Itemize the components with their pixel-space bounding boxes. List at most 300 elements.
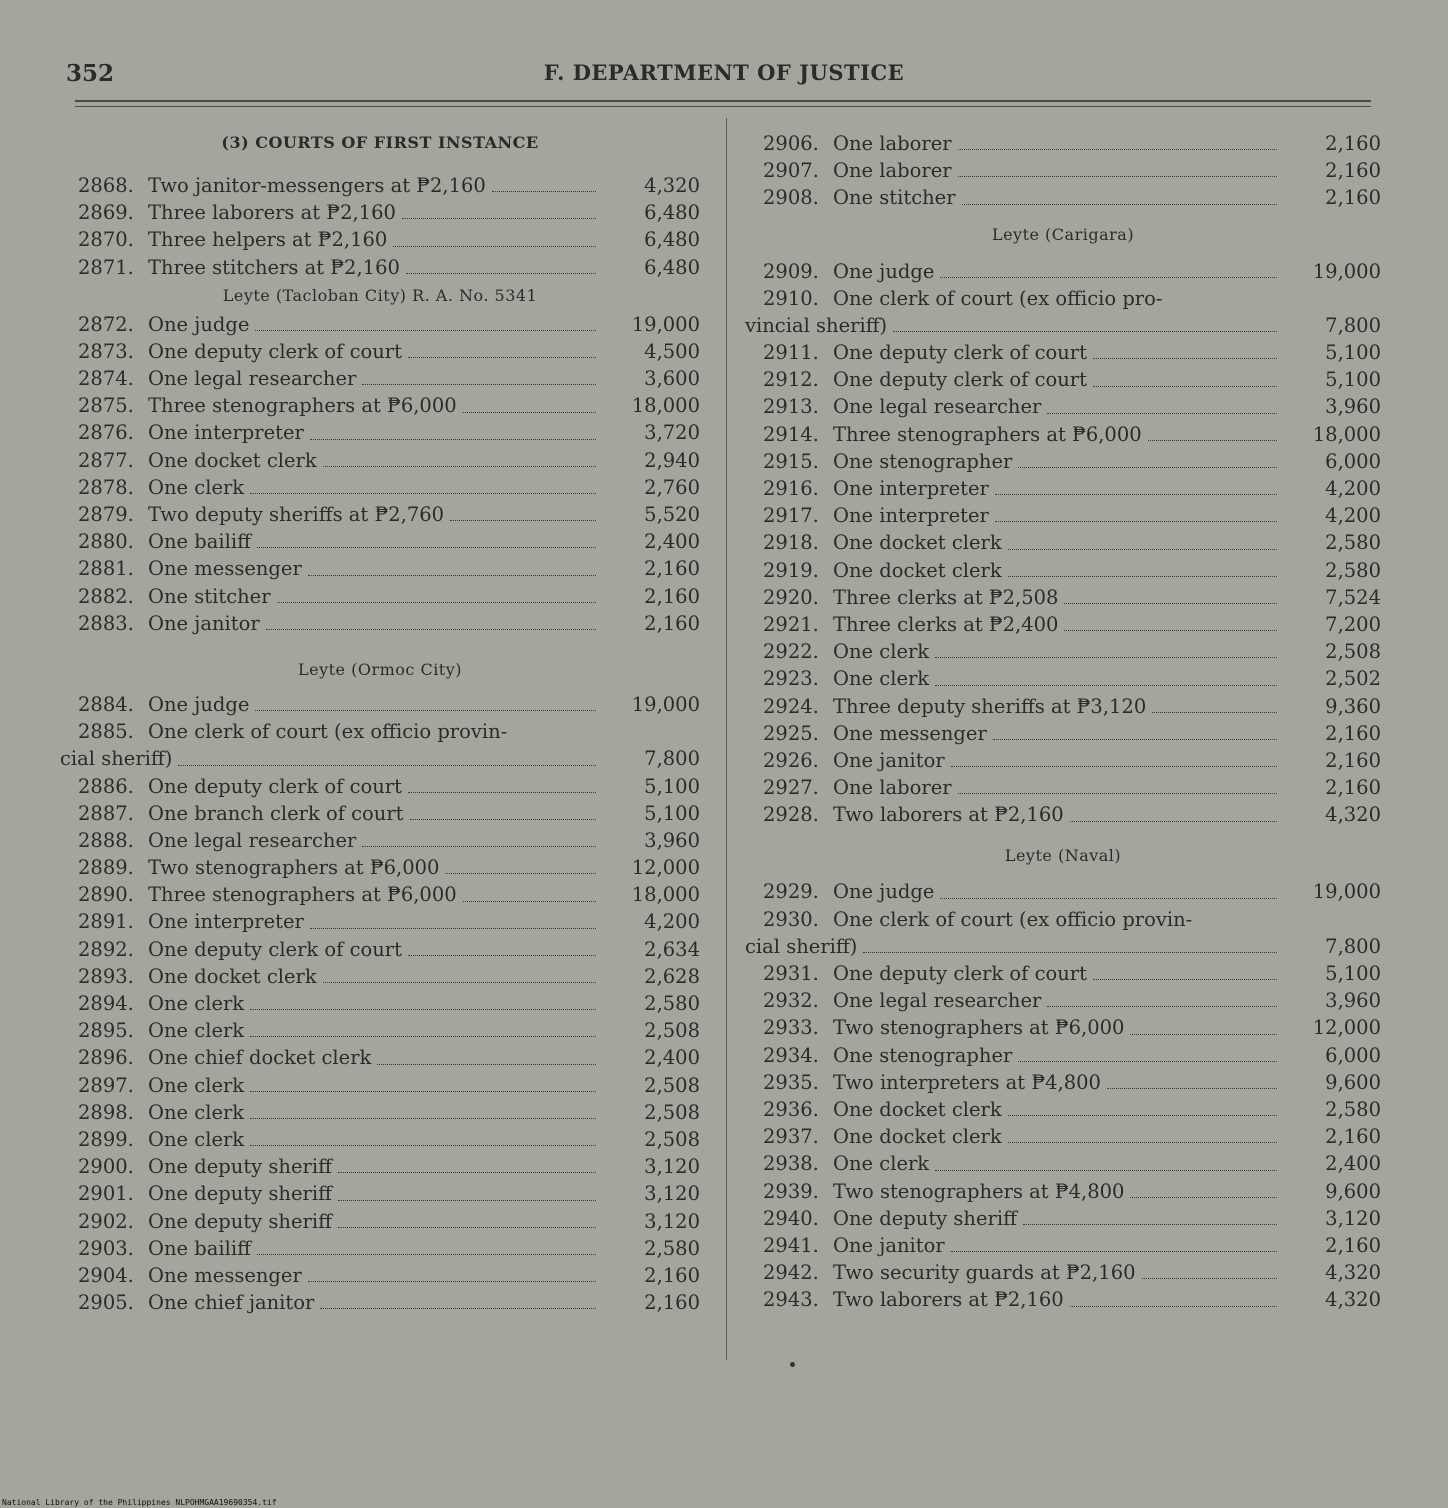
entry-amount: 2,580 — [1325, 1097, 1381, 1121]
dot-leader — [492, 191, 596, 192]
entry-amount: 6,480 — [644, 201, 700, 225]
entry-line — [745, 448, 1381, 475]
budget-entry — [60, 1289, 700, 1316]
entry-number: 2920. — [763, 585, 819, 609]
entry-line — [60, 226, 700, 253]
budget-entry — [745, 960, 1381, 987]
entry-title: One clerk — [148, 992, 245, 1016]
dot-leader — [308, 575, 596, 576]
entry-number: 2889. — [78, 856, 134, 880]
budget-entry — [60, 990, 700, 1017]
dot-leader — [408, 357, 596, 358]
entry-number: 2912. — [763, 368, 819, 392]
budget-entry — [745, 529, 1381, 556]
entry-number: 2922. — [763, 640, 819, 664]
entry-amount: 2,160 — [644, 1291, 700, 1315]
entry-amount: 2,508 — [644, 1019, 700, 1043]
dot-leader — [863, 952, 1277, 953]
entry-title: One deputy sheriff — [833, 1206, 1017, 1230]
dot-leader — [1008, 576, 1277, 577]
budget-entry — [745, 665, 1381, 692]
entry-line — [60, 1044, 700, 1071]
budget-entry — [60, 254, 700, 281]
entry-amount: 19,000 — [631, 692, 700, 716]
entry-continuation-line — [60, 745, 700, 772]
budget-entry — [745, 1123, 1381, 1150]
budget-entry — [60, 172, 700, 199]
entry-title: One clerk — [148, 1073, 245, 1097]
dot-leader — [893, 331, 1277, 332]
budget-entry — [745, 1178, 1381, 1205]
entry-line — [745, 366, 1381, 393]
dot-leader — [310, 439, 596, 440]
budget-entry — [60, 1235, 700, 1262]
dot-leader — [1047, 413, 1277, 414]
entry-amount: 2,160 — [1325, 748, 1381, 772]
budget-entry — [60, 311, 700, 338]
entry-amount: 18,000 — [631, 883, 700, 907]
entry-title: One deputy clerk of court — [148, 774, 402, 798]
entry-title: One clerk — [833, 1152, 930, 1176]
entry-number: 2896. — [78, 1046, 134, 1070]
dot-leader — [408, 955, 596, 956]
entry-number: 2932. — [763, 989, 819, 1013]
entry-continuation-line — [745, 312, 1381, 339]
entry-number: 2884. — [78, 692, 134, 716]
entry-number: 2886. — [78, 774, 134, 798]
entry-title: One judge — [833, 880, 935, 904]
entry-number: 2910. — [763, 286, 819, 310]
entry-amount: 2,580 — [1325, 531, 1381, 555]
entry-number: 2935. — [763, 1070, 819, 1094]
entry-title: Two stenographers at ₱6,000 — [148, 856, 440, 880]
entry-title: One docket clerk — [148, 448, 317, 472]
entry-title: One stitcher — [148, 584, 271, 608]
entry-amount: 2,634 — [644, 937, 700, 961]
entry-number: 2876. — [78, 421, 134, 445]
budget-entry — [60, 501, 700, 528]
entry-line — [745, 421, 1381, 448]
entry-title: One chief janitor — [148, 1291, 315, 1315]
entry-number: 2899. — [78, 1127, 134, 1151]
budget-entry — [60, 881, 700, 908]
entry-title: One deputy clerk of court — [833, 341, 1087, 365]
entry-amount: 2,160 — [644, 1263, 700, 1287]
entry-title: One interpreter — [833, 477, 989, 501]
entry-title: Three stitchers at ₱2,160 — [148, 255, 400, 279]
entry-title: Two deputy sheriffs at ₱2,760 — [148, 503, 445, 527]
dot-leader — [250, 1036, 596, 1037]
entry-amount: 2,580 — [644, 1236, 700, 1260]
entry-title: One deputy sheriff — [148, 1182, 332, 1206]
dot-leader — [1047, 1006, 1277, 1007]
entry-amount: 2,508 — [644, 1100, 700, 1124]
entry-number: 2918. — [763, 531, 819, 555]
entry-line — [745, 693, 1381, 720]
entry-title: One docket clerk — [833, 531, 1002, 555]
entry-title: Two laborers at ₱2,160 — [833, 803, 1064, 827]
group-heading: Leyte (Naval) — [1004, 845, 1122, 865]
entry-number: 2941. — [763, 1233, 819, 1257]
budget-entry — [745, 184, 1381, 211]
entry-amount: 3,720 — [644, 421, 700, 445]
dot-leader — [993, 739, 1277, 740]
entry-amount: 3,600 — [644, 367, 700, 391]
entry-number: 2936. — [763, 1097, 819, 1121]
entry-line — [60, 420, 700, 447]
entry-title: One janitor — [148, 611, 260, 635]
dot-leader — [935, 1170, 1277, 1171]
entry-title: Two stenographers at ₱6,000 — [833, 1016, 1125, 1040]
entry-amount: 6,000 — [1325, 1043, 1381, 1067]
entry-line — [745, 1259, 1381, 1286]
entry-line — [745, 184, 1381, 211]
entry-number: 2903. — [78, 1236, 134, 1260]
entry-line — [745, 529, 1381, 556]
entry-number: 2925. — [763, 721, 819, 745]
entry-line — [745, 1178, 1381, 1205]
entry-line — [60, 254, 700, 281]
entry-line — [745, 1232, 1381, 1259]
entry-number: 2930. — [763, 907, 819, 931]
entry-number: 2914. — [763, 422, 819, 446]
dot-leader — [250, 1091, 596, 1092]
dot-leader — [310, 928, 596, 929]
dot-leader — [958, 176, 1277, 177]
entry-number: 2874. — [78, 367, 134, 391]
entry-title: One interpreter — [148, 910, 304, 934]
entry-line — [745, 130, 1381, 157]
entry-title: One clerk of court (ex officio pro- — [833, 286, 1163, 310]
entry-number: 2900. — [78, 1155, 134, 1179]
entry-amount: 2,508 — [644, 1073, 700, 1097]
entry-amount: 18,000 — [1312, 422, 1381, 446]
budget-entry — [60, 555, 700, 582]
entry-line — [60, 1235, 700, 1262]
entry-line — [60, 881, 700, 908]
entry-line — [60, 1099, 700, 1126]
entry-line — [745, 747, 1381, 774]
entry-number: 2871. — [78, 255, 134, 279]
entry-number: 2897. — [78, 1073, 134, 1097]
entry-title: One legal researcher — [833, 989, 1042, 1013]
entry-line — [60, 990, 700, 1017]
entry-line — [745, 638, 1381, 665]
entry-line — [745, 1286, 1381, 1313]
entry-amount: 3,960 — [1325, 395, 1381, 419]
entry-line — [745, 1096, 1381, 1123]
entry-number: 2934. — [763, 1043, 819, 1067]
entry-amount: 2,508 — [1325, 640, 1381, 664]
entry-title: Three deputy sheriffs at ₱3,120 — [833, 694, 1147, 718]
dot-leader — [1152, 712, 1277, 713]
budget-entry — [60, 1044, 700, 1071]
entry-line — [745, 960, 1381, 987]
entry-amount: 3,120 — [644, 1209, 700, 1233]
budget-entry — [60, 691, 700, 718]
entry-title: One legal researcher — [833, 395, 1042, 419]
entry-line — [60, 1208, 700, 1235]
entry-line — [60, 555, 700, 582]
dot-leader — [250, 1009, 596, 1010]
dot-leader — [935, 657, 1277, 658]
entry-title: One deputy clerk of court — [833, 962, 1087, 986]
entry-line — [745, 339, 1381, 366]
entry-amount: 4,200 — [1325, 477, 1381, 501]
budget-entry — [745, 1069, 1381, 1096]
entry-line — [60, 1262, 700, 1289]
dot-leader — [250, 1118, 596, 1119]
dot-leader — [995, 494, 1277, 495]
entry-title: One stenographer — [833, 1043, 1013, 1067]
entry-title: Three stenographers at ₱6,000 — [148, 394, 457, 418]
budget-entry — [745, 366, 1381, 393]
budget-entry — [60, 1126, 700, 1153]
entry-amount: 3,960 — [1325, 989, 1381, 1013]
dot-leader — [1093, 979, 1277, 980]
budget-entry — [745, 987, 1381, 1014]
dot-leader — [362, 384, 596, 385]
entry-amount: 4,320 — [644, 173, 700, 197]
right-column — [745, 128, 1381, 1314]
entry-number: 2943. — [763, 1288, 819, 1312]
column-divider — [726, 118, 727, 1360]
entry-title: Two janitor-messengers at ₱2,160 — [148, 173, 486, 197]
dot-leader — [463, 901, 596, 902]
center-dot — [790, 1362, 795, 1367]
entry-number: 2926. — [763, 748, 819, 772]
budget-entry — [60, 1153, 700, 1180]
entry-amount: 2,160 — [644, 557, 700, 581]
entry-number: 2911. — [763, 341, 819, 365]
dot-leader — [338, 1227, 596, 1228]
budget-entry — [60, 1099, 700, 1126]
budget-entry — [60, 854, 700, 881]
dot-leader — [1070, 1306, 1277, 1307]
entry-title: One stitcher — [833, 186, 956, 210]
entry-title: One clerk — [148, 1127, 245, 1151]
entry-amount: 12,000 — [631, 856, 700, 880]
dot-leader — [362, 846, 596, 847]
dot-leader — [962, 204, 1277, 205]
entry-number: 2868. — [78, 173, 134, 197]
entry-number: 2891. — [78, 910, 134, 934]
entry-number: 2931. — [763, 962, 819, 986]
dot-leader — [178, 765, 596, 766]
entry-title: One judge — [148, 692, 250, 716]
entry-number: 2921. — [763, 612, 819, 636]
entry-number: 2909. — [763, 259, 819, 283]
entry-number: 2908. — [763, 186, 819, 210]
budget-entry — [745, 157, 1381, 184]
entry-line — [60, 773, 700, 800]
dot-leader — [450, 520, 596, 521]
budget-entry — [745, 693, 1381, 720]
entry-amount: 2,160 — [644, 611, 700, 635]
entry-title: One interpreter — [833, 504, 989, 528]
page-number: 352 — [66, 60, 115, 87]
entry-title: One legal researcher — [148, 828, 357, 852]
dot-leader — [377, 1064, 596, 1065]
entry-title: One deputy sheriff — [148, 1155, 332, 1179]
entry-title: Three stenographers at ₱6,000 — [148, 883, 457, 907]
dot-leader — [323, 982, 596, 983]
dot-leader — [951, 1251, 1277, 1252]
entry-title: One legal researcher — [148, 367, 357, 391]
entry-line — [745, 720, 1381, 747]
dot-leader — [940, 277, 1277, 278]
dot-leader — [402, 218, 596, 219]
entry-amount: 4,200 — [1325, 504, 1381, 528]
entry-number: 2894. — [78, 992, 134, 1016]
entry-title: One laborer — [833, 159, 952, 183]
entry-line — [60, 338, 700, 365]
entry-amount: 6,480 — [644, 255, 700, 279]
entry-amount: 5,100 — [644, 774, 700, 798]
dot-leader — [323, 466, 596, 467]
entry-line — [60, 909, 700, 936]
budget-entry — [60, 338, 700, 365]
dot-leader — [1008, 1115, 1277, 1116]
entry-amount: 2,160 — [1325, 721, 1381, 745]
entry-amount: 2,160 — [1325, 186, 1381, 210]
dot-leader — [463, 412, 596, 413]
entry-line — [745, 1150, 1381, 1177]
entry-title: One docket clerk — [148, 964, 317, 988]
budget-entry — [745, 475, 1381, 502]
budget-entry — [60, 1262, 700, 1289]
dot-leader — [958, 793, 1277, 794]
entry-number: 2923. — [763, 667, 819, 691]
page-title: F. DEPARTMENT OF JUSTICE — [543, 60, 905, 85]
budget-entry — [745, 421, 1381, 448]
budget-entry — [60, 1180, 700, 1207]
entry-amount: 2,940 — [644, 448, 700, 472]
entry-title: One clerk — [148, 1019, 245, 1043]
dot-leader — [1023, 1224, 1277, 1225]
entry-amount: 7,800 — [1325, 934, 1381, 958]
budget-entry — [60, 420, 700, 447]
dot-leader — [1064, 630, 1277, 631]
budget-entry — [745, 879, 1381, 906]
entry-amount: 2,400 — [644, 530, 700, 554]
entry-title: Three clerks at ₱2,508 — [833, 585, 1059, 609]
entry-title: One laborer — [833, 776, 952, 800]
entry-title: One deputy clerk of court — [833, 368, 1087, 392]
entry-title: Two stenographers at ₱4,800 — [833, 1179, 1125, 1203]
dot-leader — [257, 1254, 596, 1255]
entry-number: 2940. — [763, 1206, 819, 1230]
group-heading: Leyte (Ormoc City) — [297, 660, 463, 679]
entry-line — [60, 172, 700, 199]
dot-leader — [393, 246, 596, 247]
budget-entry — [60, 963, 700, 990]
entry-title: One messenger — [148, 1263, 302, 1287]
entry-title: One chief docket clerk — [148, 1046, 372, 1070]
entry-amount: 7,200 — [1325, 612, 1381, 636]
entry-number: 2873. — [78, 339, 134, 363]
dot-leader — [1018, 1061, 1277, 1062]
entry-amount: 2,160 — [644, 584, 700, 608]
dot-leader — [250, 1145, 596, 1146]
budget-entry — [60, 909, 700, 936]
budget-entry — [60, 447, 700, 474]
entry-amount: 3,960 — [644, 828, 700, 852]
entry-line — [60, 447, 700, 474]
dot-leader — [1130, 1034, 1277, 1035]
budget-entry — [60, 1072, 700, 1099]
left-column — [60, 128, 700, 1316]
entry-amount: 5,520 — [644, 503, 700, 527]
budget-entry — [60, 1017, 700, 1044]
entry-amount: 9,600 — [1325, 1179, 1381, 1203]
dot-leader — [320, 1308, 596, 1309]
entry-line — [745, 611, 1381, 638]
entry-title: One clerk — [148, 475, 245, 499]
entry-line — [60, 800, 700, 827]
entry-number: 2887. — [78, 801, 134, 825]
entry-number: 2937. — [763, 1125, 819, 1149]
entry-title-continued: cial sheriff) — [745, 934, 858, 958]
dot-leader — [1107, 1088, 1277, 1089]
entry-line — [60, 854, 700, 881]
entry-title: Three stenographers at ₱6,000 — [833, 422, 1142, 446]
entry-title: One clerk — [833, 640, 930, 664]
entry-line — [60, 528, 700, 555]
entry-line — [60, 501, 700, 528]
dot-leader — [410, 819, 596, 820]
entry-amount: 2,160 — [1325, 159, 1381, 183]
dot-leader — [1018, 467, 1277, 468]
dot-leader — [255, 710, 596, 711]
entry-number: 2915. — [763, 449, 819, 473]
budget-entry — [60, 773, 700, 800]
entry-title: One deputy sheriff — [148, 1209, 332, 1233]
budget-entry — [60, 718, 700, 772]
entry-number: 2924. — [763, 694, 819, 718]
entry-title: One branch clerk of court — [148, 801, 404, 825]
entry-number: 2939. — [763, 1179, 819, 1203]
section-heading: (3) COURTS OF FIRST INSTANCE — [221, 133, 539, 152]
entry-amount: 6,480 — [644, 228, 700, 252]
entry-number: 2885. — [78, 720, 134, 744]
entry-title: One judge — [833, 259, 935, 283]
entry-line — [745, 906, 1381, 933]
entry-amount: 7,800 — [1325, 313, 1381, 337]
dot-leader — [1008, 549, 1277, 550]
entry-amount: 2,400 — [644, 1046, 700, 1070]
dot-leader — [257, 547, 596, 548]
entry-title: One interpreter — [148, 421, 304, 445]
entry-title: One bailiff — [148, 1236, 251, 1260]
entry-line — [60, 827, 700, 854]
entry-number: 2904. — [78, 1263, 134, 1287]
entry-line — [60, 718, 700, 745]
entry-line — [745, 1014, 1381, 1041]
entry-line — [745, 801, 1381, 828]
entry-line — [745, 1123, 1381, 1150]
entry-line — [745, 1042, 1381, 1069]
budget-entry — [745, 1096, 1381, 1123]
entry-amount: 4,200 — [644, 910, 700, 934]
budget-entry — [745, 720, 1381, 747]
entry-title: One janitor — [833, 748, 945, 772]
entry-amount: 2,580 — [1325, 558, 1381, 582]
entry-title: One clerk of court (ex officio provin- — [148, 720, 508, 744]
budget-entry — [745, 1205, 1381, 1232]
entry-number: 2883. — [78, 611, 134, 635]
entry-number: 2905. — [78, 1291, 134, 1315]
